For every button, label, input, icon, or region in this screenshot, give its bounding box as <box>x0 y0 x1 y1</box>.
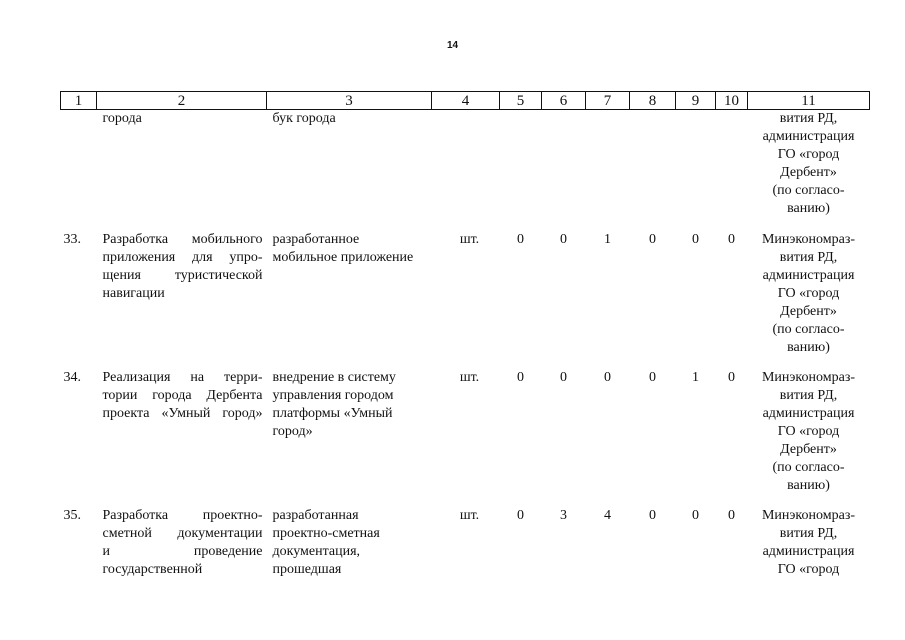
unit-cell <box>432 110 500 232</box>
value-cell: 0 <box>692 232 699 247</box>
executor-line: ванию) <box>787 478 830 493</box>
executor-line: ГО «город <box>777 147 840 162</box>
event-line: города <box>102 111 142 126</box>
value-cell <box>586 110 630 232</box>
executor-line: администрация <box>762 544 855 559</box>
executor-line: ГО «город <box>777 424 840 439</box>
value-cell: 0 <box>649 508 656 523</box>
value-cell: 3 <box>560 508 567 523</box>
value-cell <box>676 110 716 232</box>
column-header: 10 <box>716 92 748 110</box>
event-line: щения туристической <box>102 268 263 283</box>
result-line: мобильное приложение <box>272 250 414 265</box>
executor-cell <box>748 507 870 597</box>
executor-line: (по согласо- <box>772 460 845 475</box>
value-cell: 0 <box>517 232 524 247</box>
executor-line: администрация <box>762 129 855 144</box>
value-cell: 1 <box>604 232 611 247</box>
table-header-row <box>61 92 870 110</box>
unit-cell: шт. <box>459 508 480 523</box>
value-cell: 0 <box>517 370 524 385</box>
result-line: город» <box>272 424 313 439</box>
value-cell: 0 <box>560 232 567 247</box>
executor-cell <box>748 110 870 232</box>
event-line: и проведение <box>102 544 263 559</box>
row-number <box>61 110 97 232</box>
event-line: сметной документации <box>102 526 263 541</box>
page-number: 14 <box>446 40 459 51</box>
column-header: 3 <box>267 92 432 110</box>
row-number: 35. <box>63 508 81 523</box>
unit-cell: шт. <box>459 370 480 385</box>
event-line: Разработка проектно- <box>102 508 263 523</box>
value-cell: 0 <box>649 370 656 385</box>
plan-table <box>60 91 870 597</box>
column-header: 2 <box>97 92 267 110</box>
result-line: бук города <box>272 111 336 126</box>
column-header: 8 <box>630 92 676 110</box>
event-cell <box>97 369 267 507</box>
value-cell <box>630 110 676 232</box>
executor-line: ГО «город <box>777 562 840 577</box>
executor-line: вития РД, <box>779 250 838 265</box>
executor-line: вития РД, <box>779 526 838 541</box>
value-cell <box>500 110 542 232</box>
event-line: Разработка мобильного <box>102 232 263 247</box>
value-cell <box>542 110 586 232</box>
table-row <box>61 231 870 369</box>
executor-line: Минэкономраз- <box>761 232 856 247</box>
executor-line: Минэкономраз- <box>761 508 856 523</box>
value-cell: 0 <box>604 370 611 385</box>
column-header: 5 <box>500 92 542 110</box>
executor-line: ванию) <box>787 201 830 216</box>
event-line: государственной <box>102 562 203 577</box>
executor-line: Дербент» <box>780 304 837 319</box>
row-number: 33. <box>63 232 81 247</box>
result-line: внедрение в систему <box>272 370 396 385</box>
column-header: 4 <box>432 92 500 110</box>
event-cell <box>97 507 267 597</box>
result-line: проектно-сметная <box>272 526 380 541</box>
executor-line: администрация <box>762 406 855 421</box>
value-cell: 0 <box>728 232 735 247</box>
value-cell: 4 <box>604 508 611 523</box>
table-row <box>61 110 870 232</box>
executor-line: Минэкономраз- <box>761 370 856 385</box>
result-line: управления городом <box>272 388 394 403</box>
event-cell <box>97 110 267 232</box>
value-cell: 0 <box>692 508 699 523</box>
executor-cell <box>748 231 870 369</box>
event-line: проекта «Умный город» <box>102 406 263 421</box>
column-header: 6 <box>542 92 586 110</box>
value-cell: 0 <box>517 508 524 523</box>
column-header: 7 <box>586 92 630 110</box>
result-line: платформы «Умный <box>272 406 393 421</box>
result-line: разработанное <box>272 232 360 247</box>
value-cell: 0 <box>728 508 735 523</box>
executor-line: вития РД, <box>779 111 838 126</box>
column-header: 11 <box>748 92 870 110</box>
table-row <box>61 507 870 597</box>
executor-cell <box>748 369 870 507</box>
result-cell <box>267 369 432 507</box>
result-line: документация, <box>272 544 361 559</box>
result-line: прошедшая <box>272 562 342 577</box>
executor-line: (по согласо- <box>772 183 845 198</box>
executor-line: администрация <box>762 268 855 283</box>
value-cell: 0 <box>728 370 735 385</box>
executor-line: Дербент» <box>780 442 837 457</box>
executor-line: вития РД, <box>779 388 838 403</box>
column-header: 1 <box>61 92 97 110</box>
executor-line: ГО «город <box>777 286 840 301</box>
event-line: навигации <box>102 286 165 301</box>
event-line: Реализация на терри- <box>102 370 263 385</box>
event-line: тории города Дербента <box>102 388 263 403</box>
row-number: 34. <box>63 370 81 385</box>
column-header: 9 <box>676 92 716 110</box>
unit-cell: шт. <box>459 232 480 247</box>
value-cell <box>716 110 748 232</box>
value-cell: 0 <box>560 370 567 385</box>
result-cell <box>267 231 432 369</box>
value-cell: 0 <box>649 232 656 247</box>
result-cell <box>267 110 432 232</box>
value-cell: 1 <box>692 370 699 385</box>
executor-line: ванию) <box>787 340 830 355</box>
result-cell <box>267 507 432 597</box>
event-cell <box>97 231 267 369</box>
table-row <box>61 369 870 507</box>
result-line: разработанная <box>272 508 359 523</box>
executor-line: Дербент» <box>780 165 837 180</box>
event-line: приложения для упро- <box>102 250 263 265</box>
executor-line: (по согласо- <box>772 322 845 337</box>
